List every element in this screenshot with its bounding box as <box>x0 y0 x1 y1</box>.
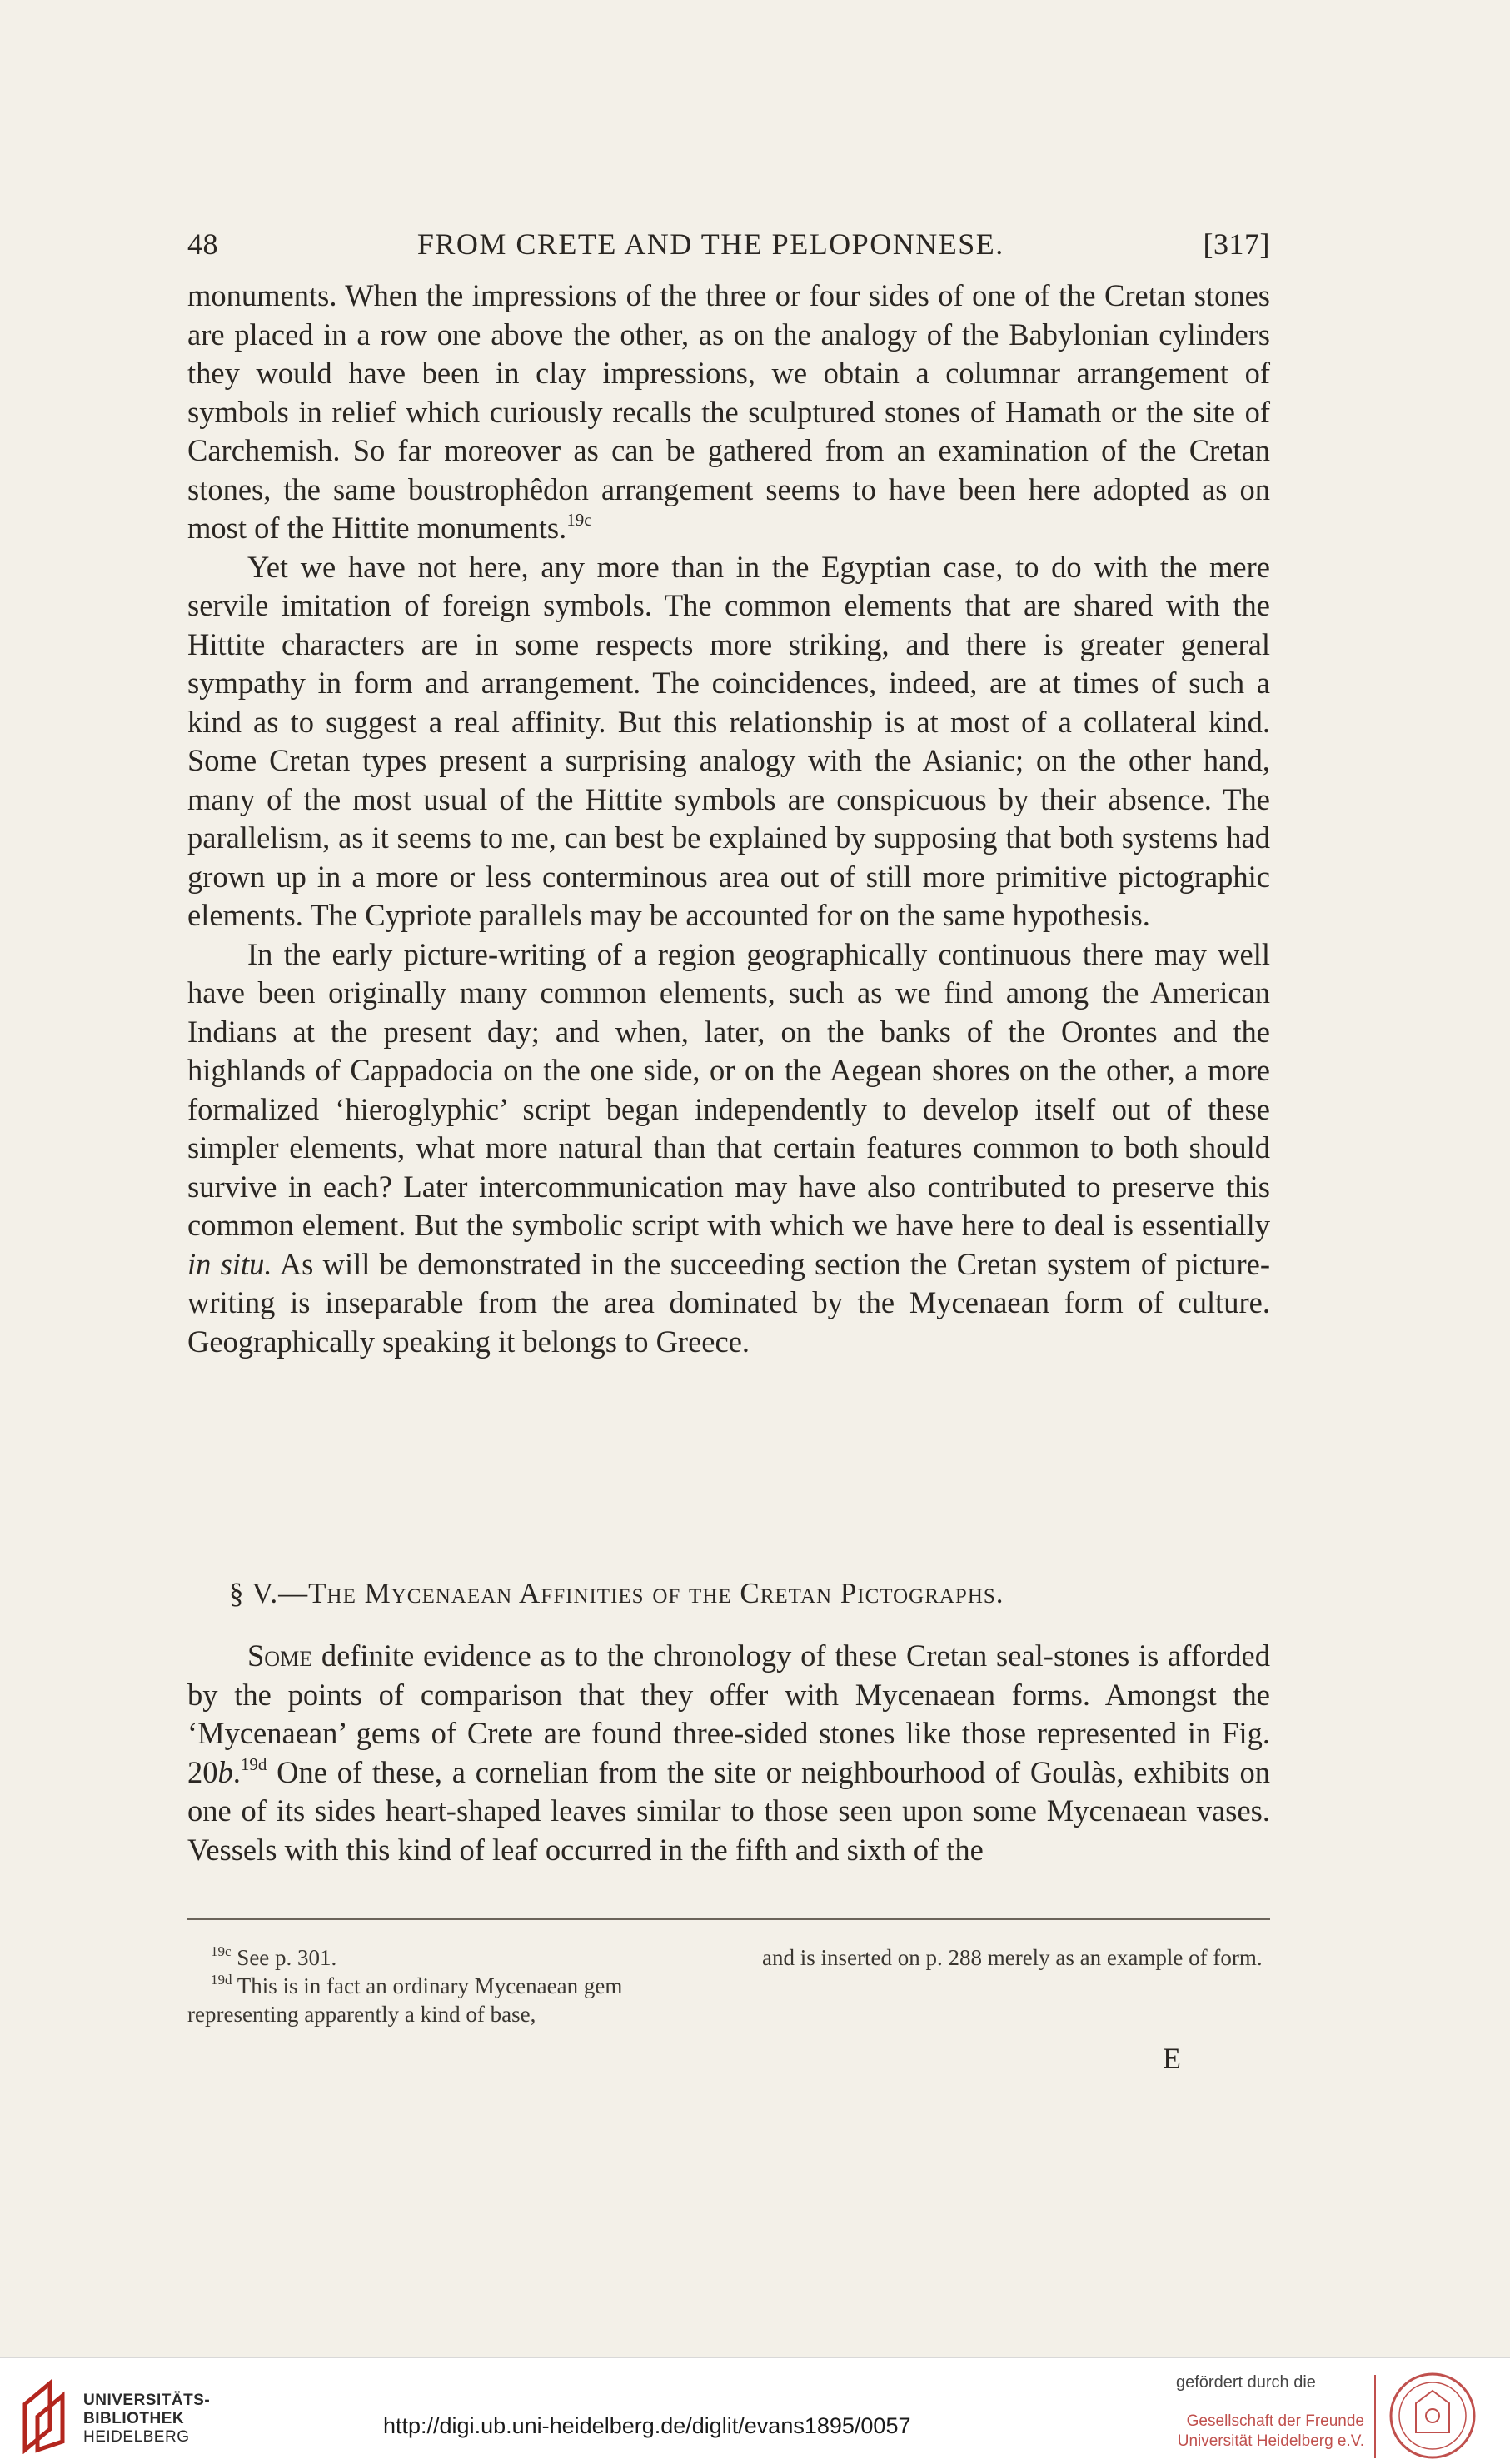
running-head <box>187 227 1270 262</box>
signature-mark: E <box>1163 2042 1181 2075</box>
section-number: § V.— <box>229 1577 309 1609</box>
italic-phrase: in situ. <box>187 1246 272 1281</box>
university-seal-icon <box>1387 2370 1478 2462</box>
section-title: The Mycenaean Affinities of the Cretan Pictographs. <box>308 1577 1004 1609</box>
footnotes-left-column <box>187 1943 695 2028</box>
footnote-19d-continuation: and is inserted on p. 288 merely as an example of form. <box>762 1945 1263 1970</box>
footnote-rule <box>187 1918 1270 1920</box>
sponsor-label: gefördert durch die <box>1176 2373 1316 2392</box>
section-heading <box>229 1577 1270 1610</box>
main-text <box>187 277 1270 1361</box>
footnote-19c: $^{19c}$ See p. 301. <box>211 1943 337 1970</box>
library-logo-icon <box>17 2379 75 2454</box>
paragraph-1: monuments. When the impressions of the three or four sides of one of the Cretan stones are placed in a row one above the other, as on the analogy of the Babylonian cylinders they would have been in clay impressions, we obtain a columnar arrangement of symbols in relief which curiously recalls the sculptured stones of Hamath or the site of Carchemish. So far moreover as can be gathered from an examination of the Cretan stones, the same boustrophêdon arrangement seems to have been here adopted as on most of the Hittite monuments.$^{19c}$ <box>187 278 1270 545</box>
sponsor-divider <box>1374 2375 1376 2458</box>
permalink[interactable]: http://digi.ub.uni-heidelberg.de/diglit/evans1895/0057 <box>383 2413 911 2438</box>
paragraph-2: Yet we have not here, any more than in the Egyptian case, to do with the mere servile imitation of foreign symbols. The common elements that are shared with the Hittite characters are in some respects more striking, and there is greater general sympathy in form and arrangement. The coincidences, indeed, are at times of such a kind as to suggest a real affinity. But this relationship is at most of a collateral kind. Some Cretan types present a surprising analogy with the Asianic; on the other hand, many of the most usual of the Hittite symbols are conspicuous by their absence. The parallelism, as it seems to me, can best be explained by supposing that both systems had grown up in a more or less conterminous area out of still more primitive pictographic elements. The Cypriote parallels may be accounted for on the same hypothesis. <box>187 549 1270 932</box>
footnote-ref-19c: 19c <box>566 510 592 530</box>
digitization-footer <box>0 2357 1510 2464</box>
library-name: UNIVERSITÄTS- BIBLIOTHEK HEIDELBERG <box>83 2392 211 2446</box>
original-page-number: [317] <box>1203 227 1270 261</box>
running-title: FROM CRETE AND THE PELOPONNESE. <box>416 227 1004 261</box>
footnotes-right-column <box>762 1943 1270 2028</box>
sponsor-name: Gesellschaft der Freunde Universität Heidelberg e.V. <box>1177 2412 1364 2450</box>
footnote-19d: $^{19d}$ This is in fact an ordinary Mycenaean gem representing apparently a kind of base, <box>187 1972 623 2027</box>
section-text <box>187 1637 1270 1869</box>
figure-letter: b <box>217 1754 233 1789</box>
footnotes <box>187 1943 1270 2028</box>
lead-word: Some <box>247 1639 313 1673</box>
section-paragraph-1: Some definite evidence as to the chronology of these Cretan seal-stones is afforded by the points of comparison that they offer with Mycenaean forms. Amongst the ‘Mycenaean’ gems of Crete are found three-sided stones like those represented in Fig. 20b.$^{19d}$ One of these, a cornelian from the site or neighbourhood of Goulàs, exhibits on one of its sides heart-shaped leaves similar to those seen upon some Mycenaean vases. Vessels with this kind of leaf occurred in the fifth and sixth of the <box>187 1639 1270 1867</box>
page-number: 48 <box>187 227 218 261</box>
paragraph-3: In the early picture-writing of a region geographically continuous there may well have been originally many common elements, such as we find among the American Indians at the present day; and when, later, on the banks of the Orontes and the highlands of Cappadocia on the one side, or on the Aegean shores on the other, a more formalized ‘hieroglyphic’ script began independently to develop itself out of these simpler elements, what more natural than that certain features common to both should survive in each? Later intercommunication may have also contributed to preserve this common element. But the symbolic script with which we have here to deal is essentially in situ. As will be demonstrated in the succeeding section the Cretan system of picture-writing is inseparable from the area dominated by the Mycenaean form of culture. Geographically speaking it belongs to Greece. <box>187 936 1270 1359</box>
footnote-ref-19d: 19d <box>240 1753 267 1774</box>
